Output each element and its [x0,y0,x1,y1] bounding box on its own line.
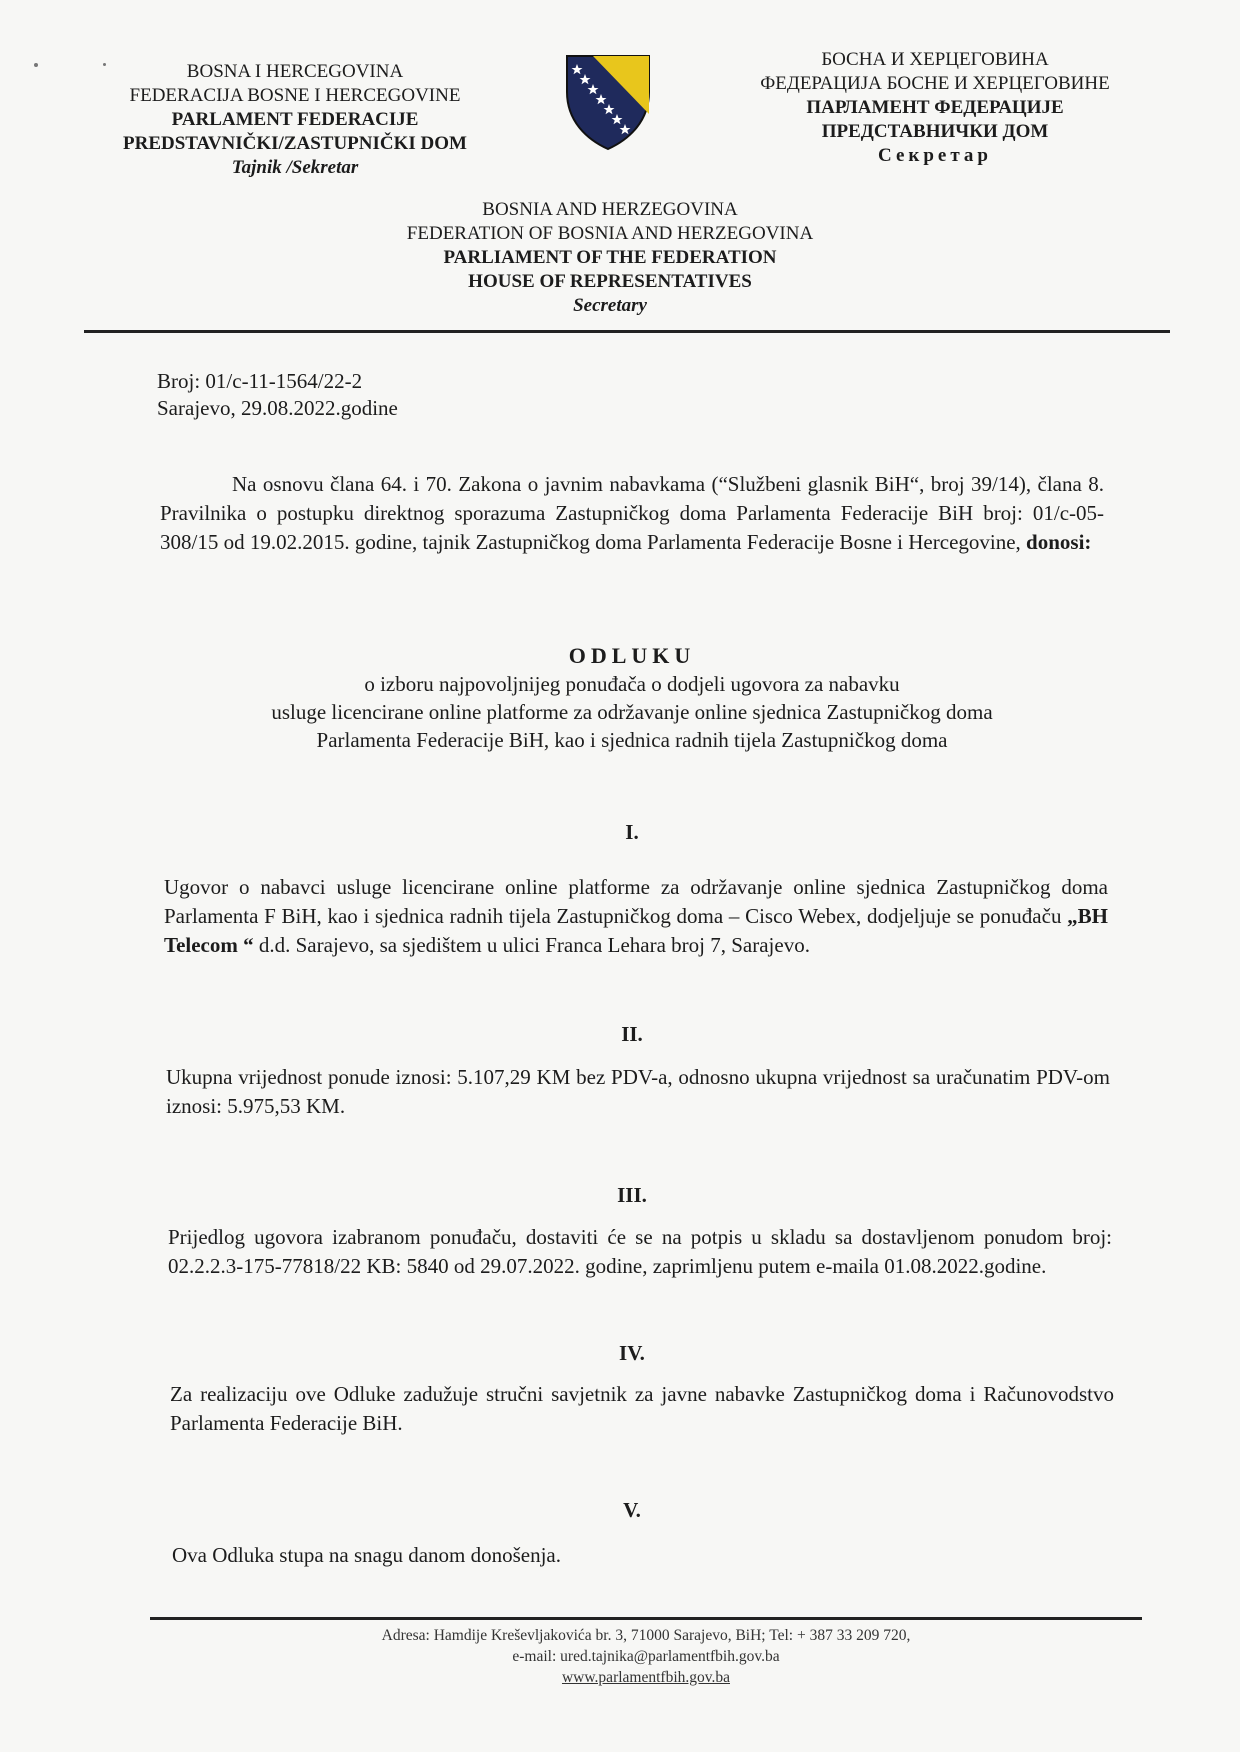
section-text-4: Za realizaciju ove Odluke zadužuje stručni savjetnik za javne nabavke Zastupničkog doma i Računovodstvo Parlamenta Federacije BiH. [170,1382,1114,1435]
header-left-parliament: PARLAMENT FEDERACIJE [171,109,419,130]
header-center-parliament: PARLIAMENT OF THE FEDERATION [443,247,777,268]
header-left-country: BOSNA I HERCEGOVINA [186,61,404,82]
footer-website-link[interactable]: www.parlamentfbih.gov.ba [561,1669,730,1686]
header-center [360,198,860,318]
header-right-office: Секретар [878,145,992,166]
header-left-federation: FEDERACIJA BOSNE I HERCEGOVINE [129,85,461,106]
header-center-country: BOSNIA AND HERZEGOVINA [482,199,738,220]
header-right-federation: ФЕДЕРАЦИЈА БОСНЕ И ХЕРЦЕГОВИНЕ [760,73,1110,94]
footer-address: Adresa: Hamdije Kreševljakovića br. 3, 71000 Sarajevo, BiH; Tel: + 387 33 209 720, [381,1627,911,1644]
intro-paragraph [160,470,1104,557]
header-right-parliament: ПАРЛАМЕНТ ФЕДЕРАЦИЈЕ [806,97,1064,118]
section-number-2: II. [621,1022,643,1046]
coat-of-arms-icon [563,52,653,152]
reference-place-date: Sarajevo, 29.08.2022.godine [157,396,398,420]
section-text-2: Ukupna vrijednost ponude iznosi: 5.107,29 KM bez PDV-a, odnosno ukupna vrijednost sa uračunatim PDV-om iznosi: 5.975,53 KM. [166,1065,1110,1118]
header-center-house: HOUSE OF REPRESENTATIVES [468,271,752,292]
decision-subtitle-line: Parlamenta Federacije BiH, kao i sjednica radnih tijela Zastupničkog doma [316,728,948,752]
section-1-bidder-name: „BH Telecom “ [164,904,1108,957]
section-number-3: III. [617,1183,647,1207]
header-left-office: Tajnik /Sekretar [231,157,359,178]
header-right-house: ПРЕДСТАВНИЧКИ ДОМ [821,121,1049,142]
section-1-text-b: d.d. Sarajevo, sa sjedištem u ulici Franca Lehara broj 7, Sarajevo. [253,933,810,957]
header-center-federation: FEDERATION OF BOSNIA AND HERZEGOVINA [406,223,814,244]
header-left-house: PREDSTAVNIČKI/ZASTUPNIČKI DOM [123,133,467,154]
section-text-3: Prijedlog ugovora izabranom ponuđaču, dostaviti će se na potpis u skladu sa dostavljenom ponudom broj: 02.2.2.3-175-77818/22 KB: 5840 od 29.07.2022. godine, zaprimljenu putem e-maila 01.08.2022.godine. [168,1225,1112,1278]
footer-divider [150,1617,1142,1620]
section-1-text-a: Ugovor o nabavci usluge licencirane online platforme za održavanje online sjednica Zastupničkog doma Parlamenta F BiH, kao i sjednica radnih tijela Zastupničkog doma – Cisco Webex, dodjeljuje se ponuđaču [164,875,1108,928]
scan-speck [34,63,38,67]
footer-email: e-mail: ured.tajnika@parlamentfbih.gov.ba [512,1648,780,1665]
decision-subtitle-line: usluge licencirane online platforme za održavanje online sjednica Zastupničkog doma [271,700,993,724]
section-number-4: IV. [619,1341,645,1365]
section-number-1: I. [625,820,639,844]
footer [150,1625,1142,1688]
header-left [95,60,495,180]
decision-title-block [160,642,1104,754]
intro-text: Na osnovu člana 64. i 70. Zakona o javnim nabavkama (“Službeni glasnik BiH“, broj 39/14), člana 8. Pravilnika o postupku direktnog sporazuma Zastupničkog doma Parlamenta Federacije BiH broj: 01/c-05-308/15 od 19.02.2015. godine, tajnik Zastupničkog doma Parlamenta Federacije Bosne i Hercegovine, [160,472,1104,554]
header-divider [84,330,1170,333]
reference-number: Broj: 01/c-11-1564/22-2 [157,369,363,393]
header-right [735,48,1135,168]
header-center-office: Secretary [573,295,647,316]
section-number-5: V. [623,1498,641,1522]
header-right-country: БОСНА И ХЕРЦЕГОВИНА [821,49,1049,70]
intro-bold-verb: donosi: [1026,530,1092,554]
section-text-5: Ova Odluka stupa na snagu danom donošenja. [172,1543,562,1567]
decision-subtitle-line: o izboru najpovoljnijeg ponuđača o dodjeli ugovora za nabavku [364,672,900,696]
reference-block [157,368,398,422]
decision-title: ODLUKU [568,643,696,668]
section-text-1 [164,873,1108,960]
